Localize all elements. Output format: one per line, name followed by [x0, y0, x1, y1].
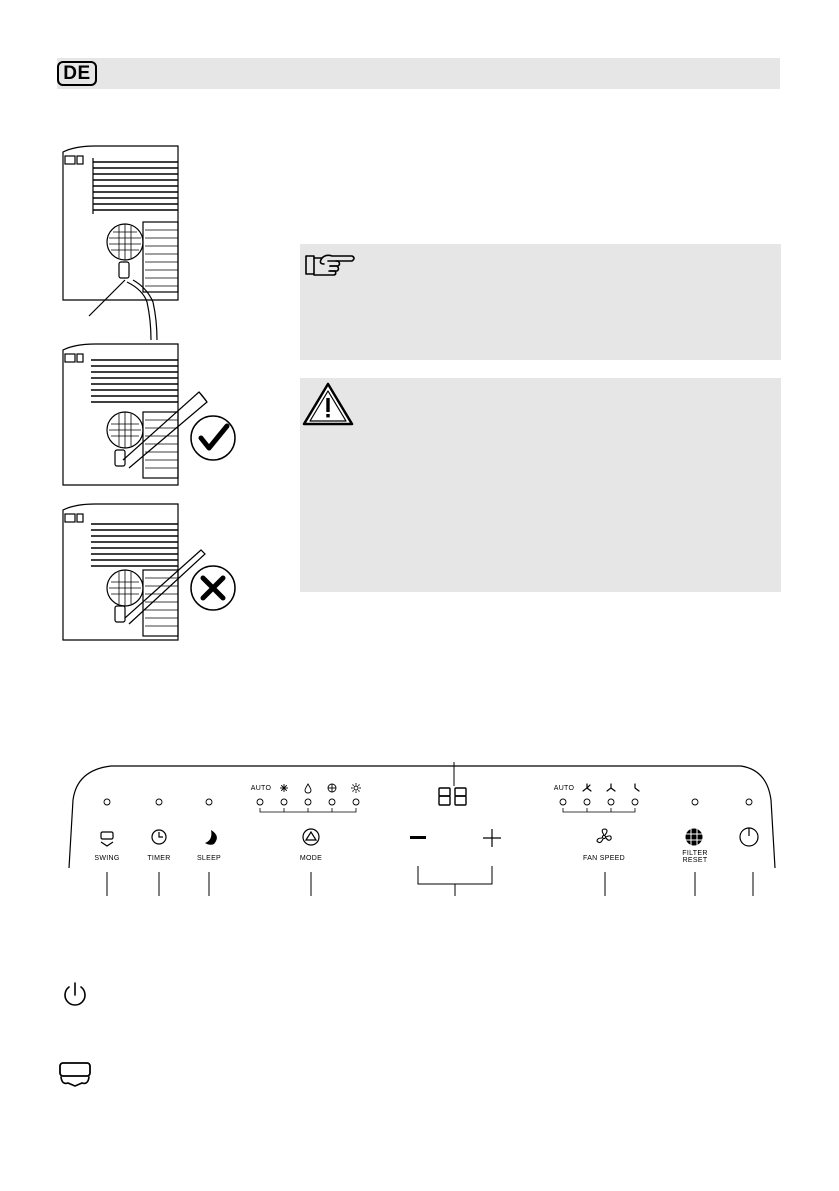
- warning-box: [300, 378, 781, 592]
- filter-reset-label-line2: RESET: [682, 857, 708, 864]
- cross-icon: [203, 578, 223, 598]
- pointing-hand-icon: [304, 250, 356, 280]
- warning-triangle-icon: [302, 382, 354, 426]
- power-icon: [62, 981, 88, 1009]
- mode-icons: [280, 783, 361, 793]
- fan-low-icon: [635, 784, 639, 791]
- fan-mode-icon: [328, 784, 336, 792]
- note-box: [300, 244, 781, 360]
- drain-hose-illustrations: [55, 140, 265, 660]
- plus-icon: [483, 829, 501, 847]
- moon-icon: [205, 830, 217, 845]
- unit-drain-figure: [63, 146, 178, 340]
- sleep-button-label: SLEEP: [196, 855, 222, 862]
- checkmark-icon: [201, 426, 227, 448]
- unit-correct-hose-figure: [63, 344, 235, 485]
- fan-speed-icons: [583, 784, 639, 791]
- mode-button-label: MODE: [299, 855, 323, 862]
- droplet-icon: [305, 784, 311, 793]
- control-panel: [55, 760, 785, 900]
- fan-speed-button-icon: [597, 829, 611, 843]
- fan-speed-button-label: FAN SPEED: [583, 855, 625, 862]
- filter-reset-label-line1: FILTER: [682, 850, 708, 857]
- fan-high-icon: [583, 784, 591, 791]
- indicator-leds: [104, 799, 752, 805]
- sun-icon: [351, 783, 361, 793]
- mode-icon: [303, 829, 319, 845]
- snowflake-icon: [280, 784, 288, 792]
- header-bar: [57, 58, 780, 89]
- filter-reset-icon: [686, 829, 702, 845]
- fan-medium-icon: [607, 784, 615, 791]
- segment-display: [439, 788, 466, 805]
- timer-icon: [152, 830, 166, 844]
- fan-auto-label: AUTO: [553, 785, 575, 792]
- language-badge: DE: [57, 61, 97, 86]
- swing-icon: [58, 1061, 92, 1087]
- swing-button-label: SWING: [94, 855, 120, 862]
- panel-outline: [69, 766, 775, 868]
- unit-wrong-hose-figure: [63, 504, 235, 640]
- callout-lines: [107, 762, 753, 896]
- timer-button-label: TIMER: [147, 855, 171, 862]
- mode-auto-label: AUTO: [250, 785, 272, 792]
- power-button-icon: [740, 828, 758, 846]
- minus-icon: [410, 836, 426, 839]
- swing-icon: [101, 832, 113, 846]
